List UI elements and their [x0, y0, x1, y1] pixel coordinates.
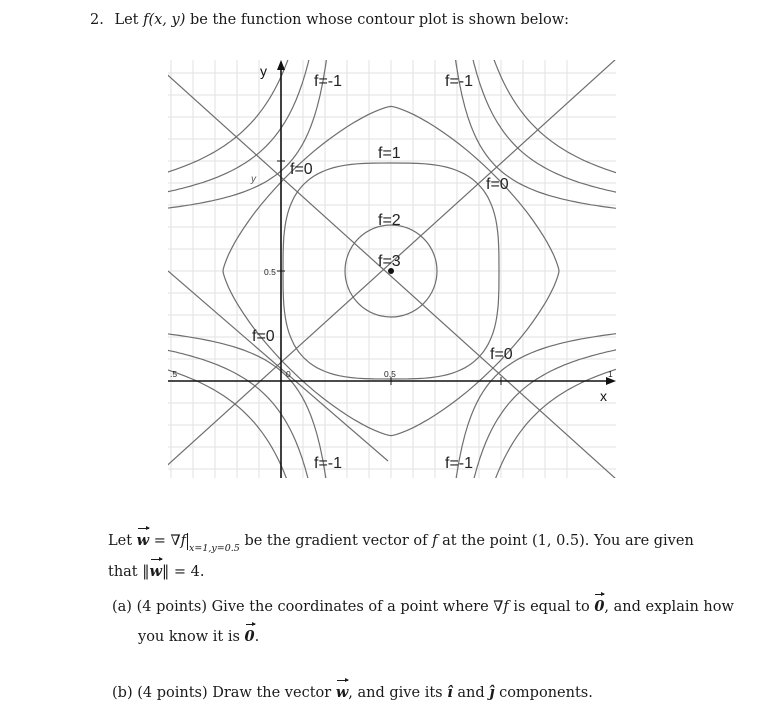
vector-w: w — [136, 532, 150, 549]
contour-f-neg — [168, 60, 329, 210]
gradient-paragraph-line2 — [108, 563, 204, 580]
zero-vector-2: 0 — [244, 628, 255, 645]
y-axis-arrow — [277, 60, 285, 70]
problem-number: 2. — [90, 12, 104, 28]
part-a-label: (a) — [112, 599, 132, 615]
heading-function: f(x, y) — [143, 12, 186, 28]
contour-f-neg — [471, 346, 616, 478]
label-upper-right-zero: f=0 — [486, 176, 509, 193]
part-b-text3: components. — [499, 685, 593, 701]
norm-open: ‖ — [142, 564, 150, 580]
zero-vector: 0 — [594, 598, 605, 615]
part-a-line1 — [112, 598, 734, 615]
para-norm-value: = 4. — [173, 564, 205, 580]
label-f-three: f=3 — [378, 253, 401, 270]
para-that: that — [108, 564, 138, 580]
heading-let: Let — [114, 12, 139, 28]
tick-label-x-minus-half: .5 — [170, 369, 178, 379]
part-a-text2: is equal to — [513, 599, 590, 615]
gradient-paragraph-line1 — [108, 532, 694, 554]
axis-label-x: x — [600, 388, 607, 404]
unit-i: î — [447, 684, 453, 701]
label-bottom-right-neg: f=-1 — [445, 455, 474, 472]
unit-j: ĵ — [489, 684, 495, 701]
para-point: at the point (1, 0.5). You are given — [442, 533, 694, 549]
part-a-text3: , and explain how — [604, 599, 734, 615]
para-let: Let — [108, 533, 133, 549]
part-a-line2 — [138, 628, 259, 645]
tick-label-origin: 0 — [286, 369, 291, 379]
label-upper-left-zero: f=0 — [290, 161, 313, 178]
problem-heading — [90, 12, 569, 28]
label-left-zero: f=0 — [252, 328, 275, 345]
label-f-one: f=1 — [378, 145, 401, 162]
axis-label-y: y — [260, 63, 267, 79]
contour-plot — [168, 60, 616, 478]
part-a-points: (4 points) — [136, 599, 207, 615]
label-top-right-neg: f=-1 — [445, 73, 474, 90]
tick-label-x-one: 1 — [608, 369, 613, 379]
part-b-label: (b) — [112, 685, 133, 701]
contour-f-neg — [453, 60, 616, 210]
norm-close: ‖ — [161, 564, 170, 580]
para-eq: = ∇ — [153, 533, 181, 549]
label-bottom-left-neg: f=-1 — [314, 455, 343, 472]
heading-text: be the function whose contour plot is shown below: — [190, 12, 570, 28]
para-rest: be the gradient vector of — [244, 533, 428, 549]
label-lower-right-zero: f=0 — [490, 346, 513, 363]
label-f-two: f=2 — [378, 212, 401, 229]
eval-bar — [187, 533, 188, 550]
vector-w-b: w — [335, 684, 349, 701]
part-b-and: and — [457, 685, 485, 701]
contour-plot-svg — [168, 60, 616, 478]
tick-label-y-half: 0.5 — [264, 267, 276, 277]
part-a-end: . — [254, 629, 260, 645]
part-a-line2-text: you know it is — [138, 629, 240, 645]
part-b-points: (4 points) — [137, 685, 208, 701]
tick-label-x-half: 0.5 — [384, 369, 396, 379]
contour-f-neg — [168, 347, 311, 478]
eval-subscript: x=1,y=0.5 — [189, 543, 240, 554]
contour-f-neg — [456, 332, 616, 479]
part-b-text2: , and give its — [348, 685, 443, 701]
para-f2: f — [432, 533, 438, 549]
vector-w-norm: w — [149, 563, 162, 580]
part-b-line — [112, 684, 593, 701]
contour-f-neg — [168, 60, 293, 177]
label-top-left-neg: f=-1 — [314, 73, 343, 90]
part-a-text1: Give the coordinates of a point where ∇ — [211, 599, 504, 615]
axis-label-y-faint: y — [251, 174, 256, 185]
contour-f-neg — [168, 332, 326, 478]
part-a-f: f — [503, 599, 509, 615]
part-b-text1: Draw the vector — [212, 685, 332, 701]
para-f: f — [180, 533, 187, 549]
